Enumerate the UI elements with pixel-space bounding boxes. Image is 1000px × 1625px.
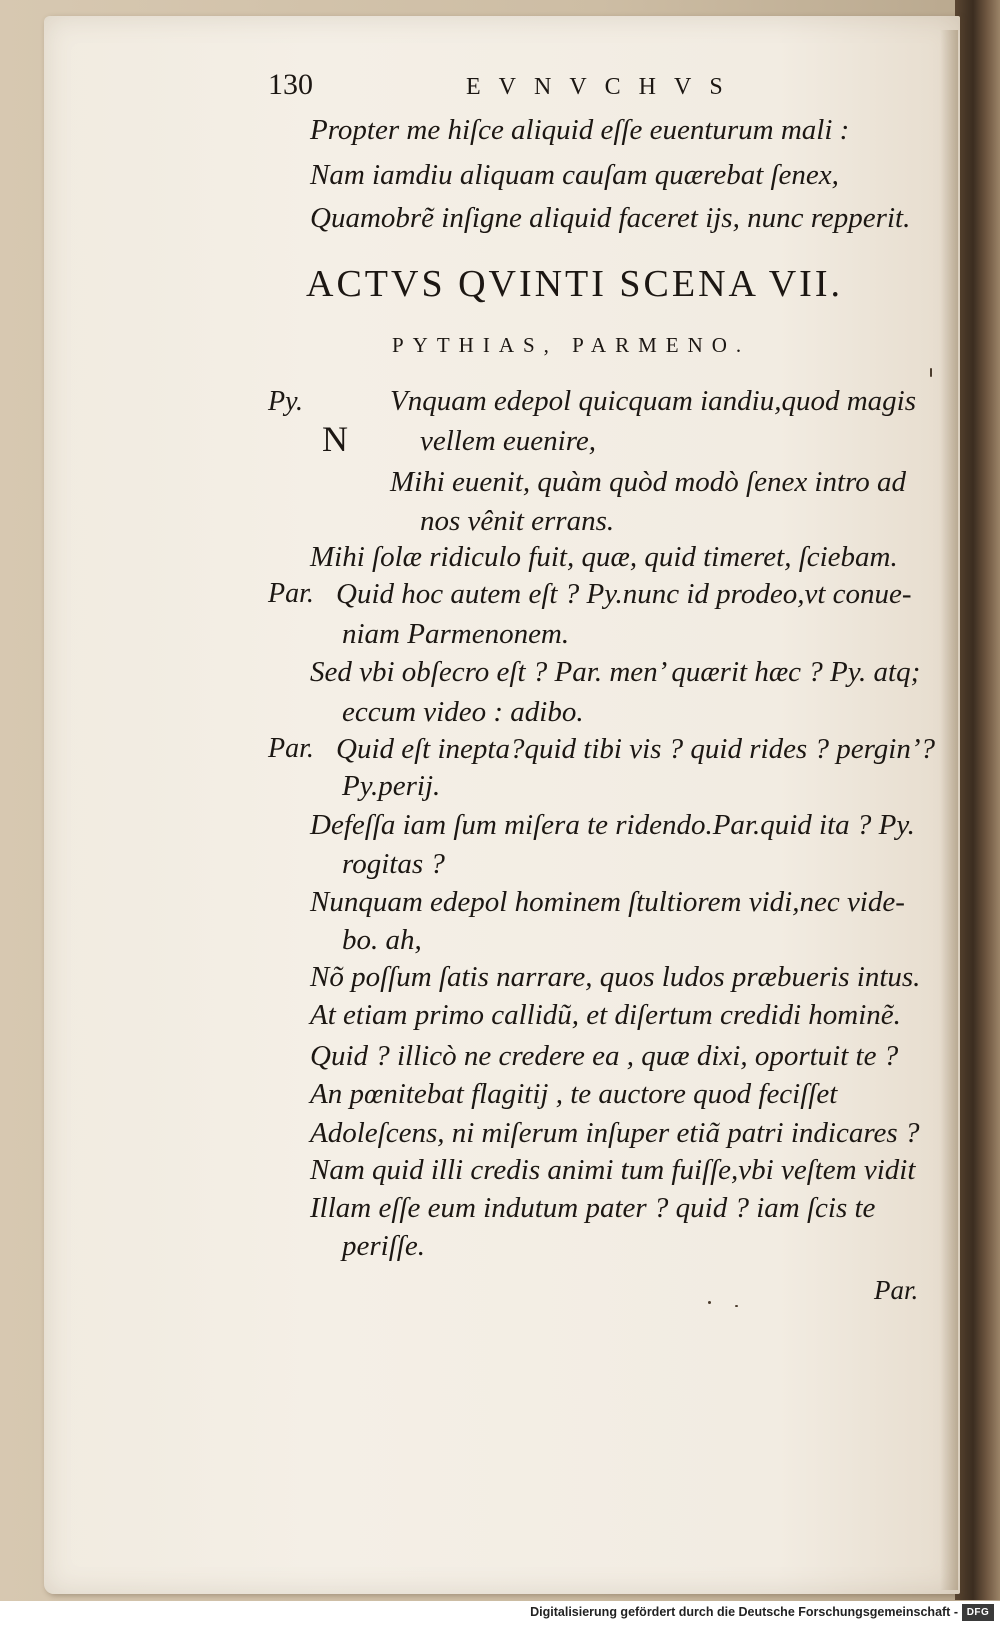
speaker-label: Par. xyxy=(268,733,314,764)
verse-line: periſſe. xyxy=(342,1230,425,1262)
verse-line: eccum video : adibo. xyxy=(342,696,584,728)
verse-line: nos vênit errans. xyxy=(420,505,615,537)
verse-line: Mihi ſolæ ridiculo fuit, quæ, quid timeret, ſciebam. xyxy=(310,541,898,573)
verse-line: Quamobrẽ inſigne aliquid faceret ijs, nunc repperit. xyxy=(310,202,911,234)
verse-line: Nõ poſſum ſatis narrare, quos ludos præbueris intus. xyxy=(310,961,921,993)
digitization-footer xyxy=(0,1601,1000,1625)
page-number: 130 xyxy=(268,68,313,101)
scene-heading: ACTVS QVINTI SCENA VII. xyxy=(306,263,843,305)
verse-line: Quid hoc autem eſt ? Py.nunc id prodeo,vt conue- xyxy=(336,578,912,610)
catchword: Par. xyxy=(874,1275,919,1305)
verse-line: At etiam primo callidũ, et diſertum credidi hominẽ. xyxy=(310,999,901,1031)
verse-line: Illam eſſe eum indutum pater ? quid ? iam ſcis te xyxy=(310,1192,876,1224)
verse-line: Nam iamdiu aliquam cauſam quærebat ſenex, xyxy=(310,159,839,191)
speaker-label: Par. xyxy=(268,578,314,609)
verse-line: Quid eſt inepta?quid tibi vis ? quid rides ? pergin’? xyxy=(336,733,936,765)
verse-line: rogitas ? xyxy=(342,848,445,880)
verse-line: Nunquam edepol hominem ſtultiorem vidi,nec vide- xyxy=(310,886,905,918)
verse-line: Mihi euenit, quàm quòd modò ſenex intro ad xyxy=(390,466,907,498)
verse-line: vellem euenire, xyxy=(420,425,597,457)
paper-speck xyxy=(735,1305,738,1307)
paper-speck xyxy=(930,368,932,377)
running-head: EVNVCHVS xyxy=(466,74,741,100)
verse-line: Propter me hiſce aliquid eſſe euenturum mali : xyxy=(310,114,850,146)
verse-line: bo. ah, xyxy=(342,924,422,956)
character-list: PYTHIAS, PARMENO. xyxy=(392,333,751,357)
dfg-logo-icon: DFG xyxy=(962,1604,994,1621)
verse-line: Py.perij. xyxy=(342,770,441,802)
verse-line: Nam quid illi credis animi tum fuiſſe,vbi veſtem vidit xyxy=(310,1154,916,1186)
verse-line: Defeſſa iam ſum miſera te ridendo.Par.quid ita ? Py. xyxy=(310,809,915,841)
page-gutter-shadow xyxy=(940,30,958,1590)
verse-line: Vnquam edepol quicquam iandiu,quod magis xyxy=(390,385,916,417)
verse-line: niam Parmenonem. xyxy=(342,618,570,650)
verse-line: Adoleſcens, ni miſerum inſuper etiã patri indicares ? xyxy=(310,1117,920,1149)
speaker-label: Py. xyxy=(268,386,303,417)
verse-line: An pœnitebat flagitij , te auctore quod feciſſet xyxy=(310,1078,838,1110)
verse-line: Quid ? illicò ne credere ea , quæ dixi, oportuit te ? xyxy=(310,1040,899,1072)
paper-speck xyxy=(708,1301,711,1304)
drop-initial: N xyxy=(322,419,348,459)
verse-line: Sed vbi obſecro eſt ? Par. men’ quærit hæc ? Py. atq; xyxy=(310,656,921,688)
footer-credit: Digitalisierung gefördert durch die Deutsche Forschungsgemeinschaft - xyxy=(530,1605,958,1619)
book-binding xyxy=(955,0,1000,1600)
book-page xyxy=(44,16,960,1594)
